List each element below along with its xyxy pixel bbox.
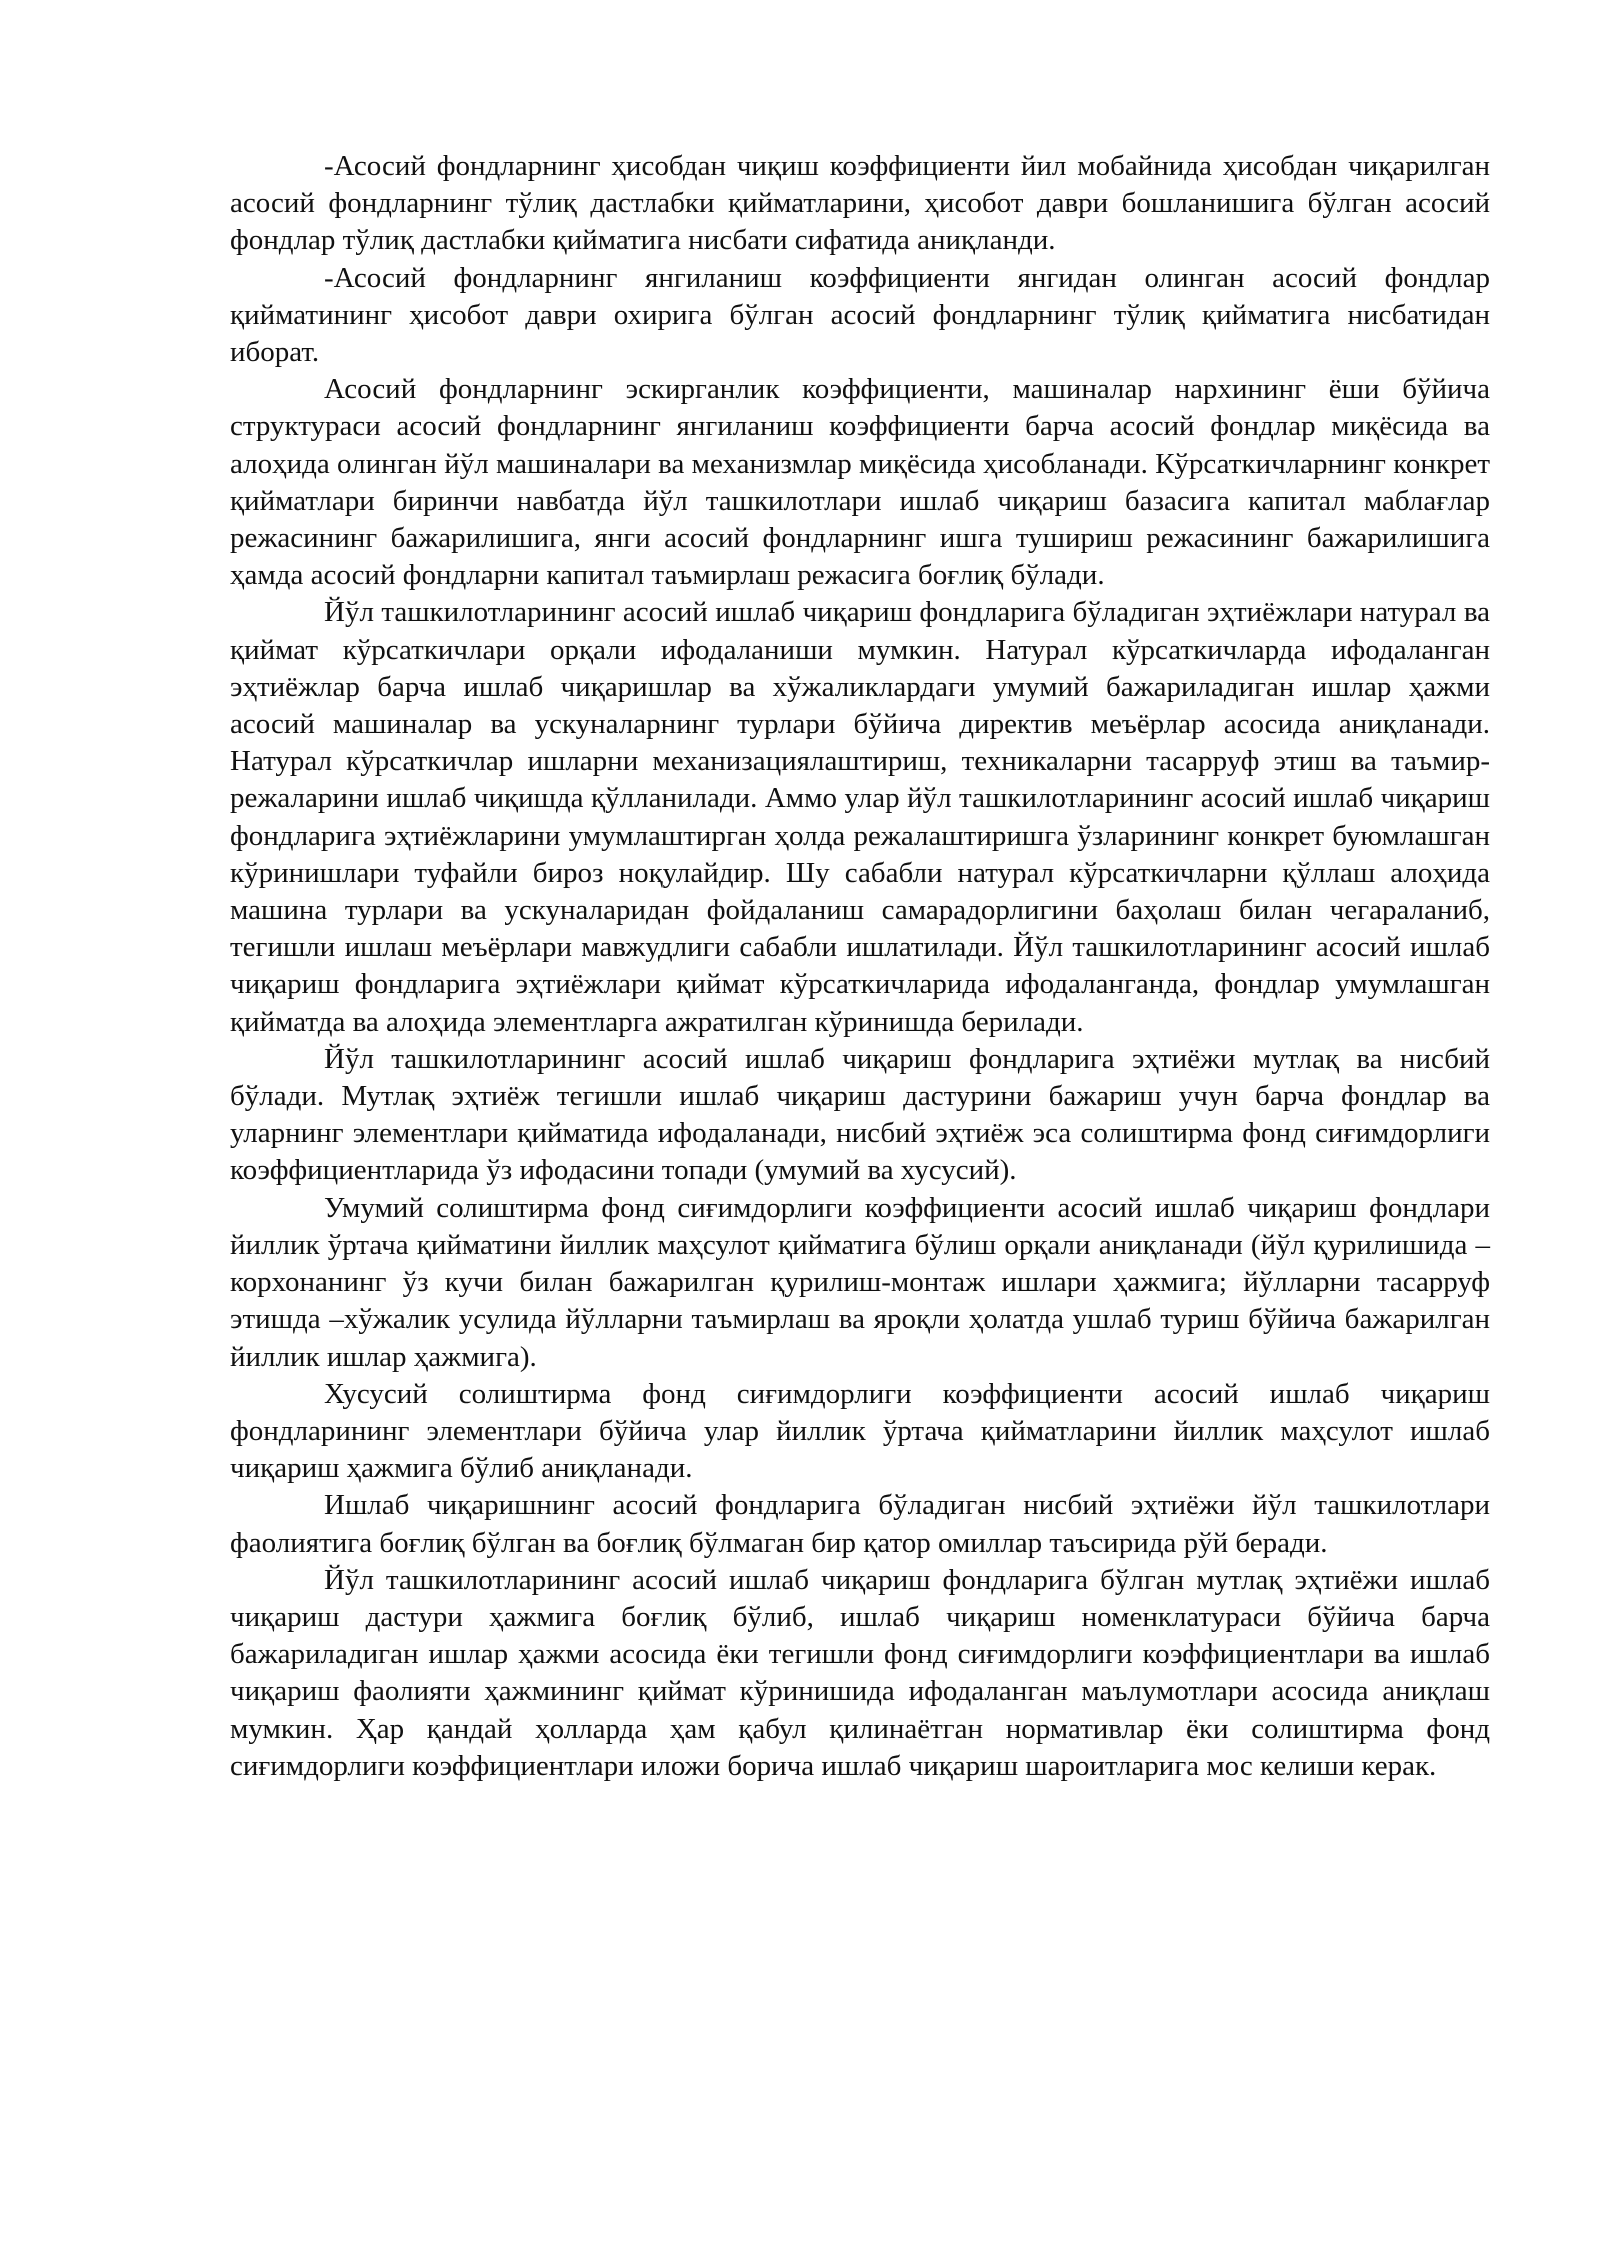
paragraph-fund-needs: Йўл ташкилотларининг асосий ишлаб чиқариш фондларига бўладиган эҳтиёжлари натурал ва қиймат кўрсаткичлари орқали ифодаланиши мумкин. Натурал кўрсаткичларда ифодаланган эҳтиёжлар барча ишлаб чиқаришлар ва хўжаликлардаги умумий бажариладиган ишлар ҳажми асосий машиналар ва ускуналарнинг турлари бўйича директив меъёрлар асосида аниқланади. Натурал кўрсаткичлар ишларни механизациялаштириш, техникаларни тасарруф этиш ва таъмир-режаларини ишлаб чиқишда қўлланилади. Аммо улар йўл ташкилотларининг асосий ишлаб чиқариш фондларига эҳтиёжларини умумлаштирган ҳолда режалаштиришга ўзларининг конкрет буюмлашган кўринишлари туфайли бироз ноқулайдир. Шу сабабли натурал кўрсаткичларни қўллаш алоҳида машина турлари ва ускуналаридан фойдаланиш самарадорлигини баҳолаш билан чегараланиб, тегишли ишлаш меъёрлари мавжудлиги сабабли ишлатилади. Йўл ташкилотларининг асосий ишлаб чиқариш фондларига эҳтиёжлари қиймат кўрсаткичларида ифодаланганда, фондлар умумлашган қийматда ва алоҳида элементларга ажратилган кўринишда берилади.: [230, 596, 1490, 1038]
paragraph-absolute-need-determination: Йўл ташкилотларининг асосий ишлаб чиқариш фондларига бўлган мутлақ эҳтиёжи ишлаб чиқариш дастури ҳажмига боғлиқ бўлиб, ишлаб чиқариш номенклатураси бўйича барча бажариладиган ишлар ҳажми асосида ёки тегишли фонд сиғимдорлиги коэффициентлари ва ишлаб чиқариш фаолияти ҳажмининг қиймат кўринишида ифодаланган маълумотлари асосида аниқлаш мумкин. Ҳар қандай ҳолларда ҳам қабул қилинаётган нормативлар ёки солиштирма фонд сиғимдорлиги коэффициентлари иложи борича ишлаб чиқариш шароитларига мос келиши керак.: [230, 1563, 1490, 1782]
paragraph-relative-need-factors: Ишлаб чиқаришнинг асосий фондларига бўладиган нисбий эҳтиёжи йўл ташкилотлари фаолиятига боғлиқ бўлган ва боғлиқ бўлмаган бир қатор омиллар таъсирида рўй беради.: [230, 1489, 1490, 1559]
paragraph-general-capital-intensity: Умумий солиштирма фонд сиғимдорлиги коэффициенти асосий ишлаб чиқариш фондлари йиллик ўртача қийматини йиллик маҳсулот қийматига бўлиш орқали аниқланади (йўл қурилишида –корхонанинг ўз кучи билан бажарилган қурилиш-монтаж ишлари ҳажмига; йўлларни тасарруф этишда –хўжалик усулида йўлларни таъмирлаш ва яроқли ҳолатда ушлаб туриш бўйича бажарилган йиллик ишлар ҳажмига).: [230, 1191, 1490, 1373]
paragraph-absolute-relative-need: Йўл ташкилотларининг асосий ишлаб чиқариш фондларига эҳтиёжи мутлақ ва нисбий бўлади. Мутлақ эҳтиёж тегишли ишлаб чиқариш дастурини бажариш учун барча фондлар ва уларнинг элементлари қийматида ифодаланади, нисбий эҳтиёж эса солиштирма фонд сиғимдорлиги коэффициентларида ўз ифодасини топади (умумий ва хусусий).: [230, 1042, 1490, 1187]
paragraph-retirement-coefficient: -Асосий фондларнинг ҳисобдан чиқиш коэффициенти йил мобайнида ҳисобдан чиқарилган асосий фондларнинг тўлиқ дастлабки қийматларини, ҳисобот даври бошланишига бўлган асосий фондлар тўлиқ дастлабки қийматига нисбати сифатида аниқланди.: [230, 150, 1490, 257]
paragraph-renewal-coefficient: -Асосий фондларнинг янгиланиш коэффициенти янгидан олинган асосий фондлар қийматининг ҳисобот даври охирига бўлган асосий фондларнинг тўлиқ қийматига нисбатидан иборат.: [230, 261, 1490, 369]
paragraph-wear-coefficient: Асосий фондларнинг эскирганлик коэффициенти, машиналар нархининг ёши бўйича структураси асосий фондларнинг янгиланиш коэффициенти барча асосий фондлар миқёсида ва алоҳида олинган йўл машиналари ва механизмлар миқёсида ҳисобланади. Кўрсаткичларнинг конкрет қийматлари биринчи навбатда йўл ташкилотлари ишлаб чиқариш базасига капитал маблағлар режасининг бажарилишига, янги асосий фондларнинг ишга тушириш режасининг бажарилишига ҳамда асосий фондларни капитал таъмирлаш режасига боғлиқ бўлади.: [230, 373, 1490, 592]
document-page: [230, 148, 1490, 1785]
paragraph-specific-capital-intensity: Хусусий солиштирма фонд сиғимдорлиги коэффициенти асосий ишлаб чиқариш фондларининг элементлари бўйича улар йиллик ўртача қийматларини йиллик маҳсулот ишлаб чиқариш ҳажмига бўлиб аниқланади.: [230, 1377, 1490, 1485]
